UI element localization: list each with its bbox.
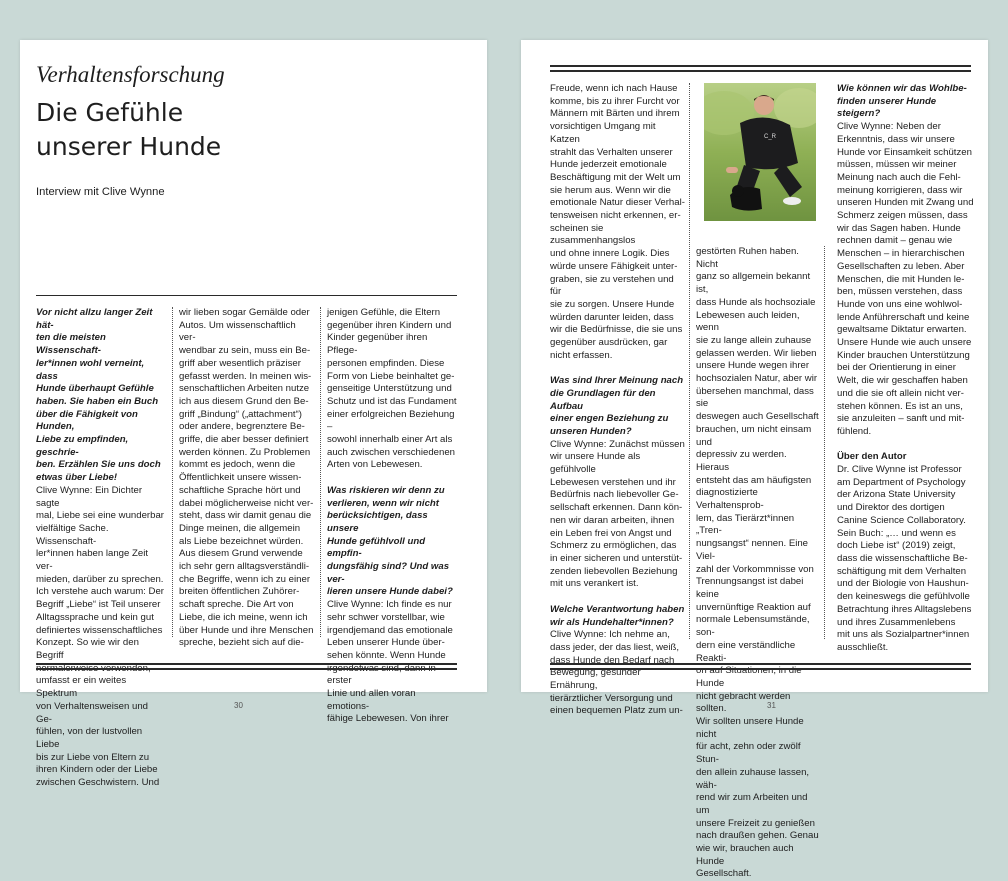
answer-line: Beschäftigung mit der Welt um — [550, 171, 681, 183]
question-line: Hunde gefühlvoll und empfin- — [327, 535, 426, 560]
answer-line: Lebewesen auch leiden, wenn — [696, 309, 800, 334]
column-divider — [689, 83, 690, 639]
answer-line: entsteht das am häufigsten — [696, 474, 812, 486]
answer-line: Betrachtung ihres Alltagslebens — [837, 603, 972, 615]
answer-line: zahl der Vorkommnisse von — [696, 563, 814, 575]
question-line: die Grundlagen für den Aufbau — [550, 387, 656, 412]
answer-line: dabei möglicherweise nicht ver- — [179, 497, 314, 509]
answer-line: gegenüber ihren Kindern und — [327, 319, 452, 331]
question-line: haben. Sie haben ein Buch — [36, 395, 159, 407]
answer-line: tierärztlicher Versorgung und — [550, 692, 673, 704]
answer-line: stehen können. Es ist an uns, — [837, 400, 963, 412]
answer-line: unsere Freizeit zu genießen — [696, 817, 815, 829]
answer-line: depressiv zu werden. Hieraus — [696, 449, 787, 473]
question-line: dungsfähig sind? Und was ver- — [327, 561, 450, 585]
paragraph-gap — [550, 591, 685, 604]
left-page — [20, 40, 487, 789]
answer-line: Gesellschaften zu leben. Aber — [837, 260, 965, 272]
top-double-rule — [550, 65, 971, 72]
right-page — [521, 40, 988, 880]
answer-line: gestörten Ruhen haben. Nicht — [696, 246, 799, 270]
answer-line: als Liebe bezeichnet würden. — [179, 535, 304, 547]
answer-line: ihren Kindern oder der Liebe — [36, 764, 158, 776]
answer-line: und die sie oft allein nicht ver- — [837, 387, 964, 399]
answer-line: spreche, bezieht sich auf die- — [179, 637, 304, 649]
answer-line: Begriff „Liebe“ ist Teil unserer — [36, 599, 161, 611]
answer-line: hochsozialen Natur, aber wir — [696, 373, 818, 385]
answer-line: sehr schwer vorstellbar, wie — [327, 611, 445, 623]
answer-line: einer erfolgreichen Beziehung – — [327, 408, 455, 433]
answer-line: würden darunter leiden, dass — [550, 311, 674, 323]
answer-line: Hunde von uns eine wohlwol- — [837, 298, 963, 310]
answer-line: der Arizona State University — [837, 489, 956, 501]
answer-line: sie herum aus. Wenn wir die — [550, 184, 671, 196]
answer-line: übersehen manchmal, dass sie — [696, 385, 814, 410]
question-line: Was sind Ihrer Meinung nach — [550, 375, 684, 387]
answer-line: normale Lebensumstände, son- — [696, 614, 810, 639]
answer-line: Schutz und ist das Fundament — [327, 395, 457, 407]
answer-line: einen bequemen Platz zum un- — [550, 705, 683, 717]
answer-line: ganz so allgemein bekannt ist, — [696, 271, 811, 296]
answer-line: personen empfinden. Diese — [327, 357, 445, 369]
question-line: wir als Hundehalter*innen? — [550, 616, 674, 628]
article-subline: Interview mit Clive Wynne — [36, 186, 165, 198]
answer-line: on auf Situationen, in die Hunde — [696, 665, 802, 689]
answer-line: Männern mit Bärten und ihrem — [550, 108, 680, 120]
answer-line: würde unsere Fähigkeit unter- — [550, 260, 678, 272]
photo-illustration — [704, 83, 816, 221]
question-line: Wie können wir das Wohlbe- — [837, 83, 967, 94]
question-line: ben. Erzählen Sie uns doch — [36, 459, 161, 471]
answer-line: dass die wissenschaftliche Be- — [837, 553, 968, 564]
question-line: Was riskieren wir denn zu — [327, 484, 445, 496]
answer-line: den keineswegs die gefühlvolle — [837, 591, 970, 603]
answer-line: Alltagssprache und kein gut — [36, 611, 154, 623]
answer-line: wir das Sagen haben. Hunde — [837, 222, 961, 234]
question-line: über die Fähigkeit von Hunden, — [36, 408, 138, 433]
answer-line: sie zu lange allein zuhause — [696, 334, 812, 346]
paragraph-gap — [327, 472, 460, 485]
answer-line: gefasst werden. In meinen wis- — [179, 370, 312, 382]
bottom-double-rule — [550, 663, 971, 670]
answer-line: wir die Bedürfnisse, die sie uns — [550, 324, 683, 336]
author-photo — [704, 83, 816, 221]
answer-line: Trennungsangst ist dabei keine — [696, 576, 804, 600]
answer-line: emotionale Natur dieser Verhal- — [550, 197, 685, 209]
answer-line: Lebewesen verstehen und ihr — [550, 476, 676, 488]
answer-line: lem, das Tierärzt*innen „Tren- — [696, 512, 795, 537]
answer-line: oder andere, begrenztere Be- — [179, 421, 305, 433]
answer-line: normalerweise verwenden, — [36, 662, 151, 674]
answer-line: lende Anführerschaft und keine — [837, 311, 970, 323]
answer-line: Form von Liebe beinhaltet ge- — [327, 370, 455, 382]
answer-line: steht, dass wir damit genau die — [179, 510, 312, 522]
answer-line: Kinder gegenüber ihren Pflege- — [327, 332, 428, 357]
answer-line: ich sehr gern alltagsverständli- — [179, 561, 310, 573]
question-line: einer engen Beziehung zu — [550, 413, 669, 425]
answer-line: Konzept. So wie wir den Begriff — [36, 637, 139, 661]
question-line: ler*innen wohl verneint, dass — [36, 357, 145, 382]
article-kicker: Verhaltensforschung — [36, 62, 225, 87]
answer-line: Aus diesem Grund verwende — [179, 548, 303, 560]
answer-line: dern eine verständliche Reakti- — [696, 639, 796, 664]
answer-line: rechnen damit – genau wie — [837, 235, 953, 247]
answer-line: irgendetwas sind, dann in erster — [327, 662, 436, 687]
answer-line: Meinung nach auch die Fehl- — [837, 171, 961, 183]
question-line: berücksichtigen, dass unsere — [327, 510, 428, 534]
answer-line: che Begriffe, wenn ich zu einer — [179, 573, 311, 585]
answer-line: gegenüber ausdrücken, gar — [550, 337, 668, 349]
answer-line: Clive Wynne: Neben der — [837, 121, 941, 133]
answer-line: unseren Hunden mit Zwang und — [837, 197, 974, 209]
answer-line: sehen könnte. Wenn Hunde — [327, 649, 446, 661]
column-divider — [824, 246, 825, 639]
answer-line: griffe, die aber besser definiert — [179, 434, 309, 446]
answer-line: fühlen, von der lustvollen Liebe — [36, 726, 143, 750]
answer-line: Kinder brauchen Unterstützung — [837, 349, 970, 361]
answer-line: sie anzuleiten – sanft und mit- — [837, 413, 965, 425]
answer-line: tensweisen nicht erkennen, er- — [550, 210, 681, 222]
answer-line: wir unsere Hunde als gefühlvolle — [550, 451, 641, 476]
answer-line: unsere Hunde wegen ihrer — [696, 360, 810, 372]
page-number: 30 — [234, 701, 243, 710]
answer-line: Canine Science Collaboratory. — [837, 514, 966, 526]
answer-line: ler*innen haben lange Zeit ver- — [36, 548, 149, 573]
answer-line: und ohne innere Logik. Dies — [550, 248, 670, 260]
question-line: Hunde überhaupt Gefühle — [36, 383, 154, 395]
paragraph-gap — [837, 439, 974, 452]
answer-line: unvernünftige Reaktion auf — [696, 601, 811, 613]
answer-line: fähige Lebewesen. Von ihrer — [327, 713, 449, 725]
answer-line: vielfältige Sache. Wissenschaft- — [36, 522, 109, 547]
page-number: 31 — [767, 701, 776, 710]
column-divider — [320, 307, 321, 637]
answer-line: Menschen, die mit Hunden le- — [837, 273, 965, 285]
answer-line: müssen, müssen wir meiner — [837, 159, 957, 171]
answer-line: Schmerz zeigen müssen, dass — [837, 210, 968, 222]
answer-line: Welt, die wir geschaffen haben — [837, 375, 968, 387]
answer-line: schäftigung mit dem Verhalten — [837, 565, 967, 577]
answer-line: bis zur Liebe von Eltern zu — [36, 751, 150, 763]
answer-line: sowohl innerhalb einer Art als — [327, 434, 453, 446]
answer-line: kommt es jedoch, wenn die — [179, 459, 296, 471]
question-line: lieren unsere Hunde dabei? — [327, 586, 453, 598]
answer-line: Clive Wynne: Zunächst müssen — [550, 438, 685, 450]
headline-line-2: unserer Hunde — [36, 132, 222, 161]
answer-line: Hunde vor Einsamkeit schützen — [837, 146, 972, 158]
question-line: Vor nicht allzu langer Zeit hät- — [36, 307, 153, 331]
answer-line: Clive Wynne: Ein Dichter sagte — [36, 484, 143, 509]
answer-line: Freude, wenn ich nach Hause — [550, 83, 678, 94]
answer-line: dass jeder, der das liest, weiß, — [550, 641, 680, 653]
answer-line: mit uns verankert ist. — [550, 578, 639, 590]
answer-line: mit uns als Sozialpartner*innen — [837, 629, 970, 641]
answer-line: Unsere Hunde wie auch unsere — [837, 337, 972, 349]
answer-line: den allein zuhause lassen, wäh- — [696, 766, 810, 791]
answer-line: ein Leben frei von Angst und — [550, 527, 672, 539]
answer-line: auch zwischen verschiedenen — [327, 446, 455, 458]
answer-line: genseitige Unterstützung und — [327, 383, 452, 395]
answer-line: jenigen Gefühle, die Eltern — [327, 307, 441, 318]
answer-line: ich aus diesem Grund den Be- — [179, 395, 309, 407]
answer-line: bei der Orientierung in einer — [837, 362, 956, 374]
answer-line: nicht gebracht werden sollten. — [696, 690, 791, 715]
answer-line: zenden liebevollen Beziehung — [550, 565, 678, 577]
answer-line: und Direktor des dortigen — [837, 502, 945, 514]
answer-line: ausschließt. — [837, 641, 889, 653]
answer-line: ben, müssen verstehen, dass — [837, 286, 963, 298]
answer-line: sellschaft erkennen. Dann kön- — [550, 502, 683, 514]
answer-line: Hunde jederzeit emotionale — [550, 159, 667, 171]
top-rule — [36, 295, 457, 296]
answer-line: Menschen – in hierarchischen — [837, 248, 965, 260]
answer-line: Clive Wynne: Ich finde es nur — [327, 599, 452, 611]
column-3 — [837, 83, 974, 655]
paragraph-gap — [550, 362, 685, 375]
answer-line: umfasst er ein weites Spektrum — [36, 675, 127, 700]
question-line: Liebe zu empfinden, geschrie- — [36, 434, 129, 458]
question-line: finden unserer Hunde steigern? — [837, 95, 937, 120]
answer-line: senschaftlichen Arbeiten nutze — [179, 383, 310, 395]
article-headline — [36, 96, 416, 164]
question-line: ten die meisten Wissenschaft- — [36, 332, 106, 357]
headline-line-1: Die Gefühle — [36, 98, 184, 127]
answer-line: über Hunde und ihre Menschen — [179, 624, 314, 636]
answer-line: definiertes wissenschaftliches — [36, 624, 163, 636]
answer-line: strahlt das Verhalten unserer — [550, 146, 673, 158]
answer-line: gewaltsame Diktatur erwarten. — [837, 324, 967, 336]
answer-line: nen wir daran arbeiten, ihnen — [550, 514, 675, 526]
answer-line: Erkenntnis, dass wir unsere — [837, 133, 955, 145]
answer-line: wendbar zu sein, muss ein Be- — [179, 345, 311, 357]
svg-text:C_R: C_R — [764, 134, 777, 140]
column-1 — [36, 307, 166, 790]
answer-line: brauchen, um nicht einsam und — [696, 423, 812, 448]
answer-line: deswegen auch Gesellschaft — [696, 411, 819, 423]
question-line: verlieren, wenn wir nicht — [327, 497, 439, 509]
answer-line: graben, sie zu verstehen und für — [550, 273, 674, 298]
answer-line: rend wir zum Arbeiten und um — [696, 792, 808, 816]
answer-line: mieden, darüber zu sprechen. — [36, 573, 164, 585]
answer-line: Bewegung, gesunder Ernährung, — [550, 667, 641, 692]
answer-line: Ich verstehe auch warum: Der — [36, 586, 164, 598]
answer-line: in einer sicheren und unterstüt- — [550, 553, 683, 564]
answer-line: doch Liebe ist“ (2019) zeigt, — [837, 540, 956, 552]
answer-line: Liebe, die ich meine, wenn ich — [179, 611, 308, 623]
answer-line: diagnostizierte Verhaltensprob- — [696, 487, 764, 512]
bottom-double-rule — [36, 663, 457, 670]
answer-line: schaftliche Sprache hört und — [179, 484, 301, 496]
answer-line: sie zu sorgen. Unsere Hunde — [550, 298, 675, 310]
answer-line: breiten öffentlichen Zuhörer- — [179, 586, 300, 598]
answer-line: meinung korrigieren, dass wir — [837, 184, 963, 196]
answer-line: von Verhaltensweisen und Ge- — [36, 700, 149, 725]
answer-line: wir lieben sogar Gemälde oder — [179, 307, 310, 318]
column-2 — [696, 246, 821, 881]
answer-line: vorsichtigen Umgang mit Katzen — [550, 121, 656, 145]
section-heading: Über den Autor — [837, 451, 907, 463]
answer-line: schaft spreche. Die Art von — [179, 599, 294, 611]
question-line: unseren Hunden? — [550, 425, 632, 437]
answer-line: werden können. Zu Problemen — [179, 446, 311, 458]
answer-line: fühlend. — [837, 425, 872, 437]
answer-line: Wir sollten unsere Hunde nicht — [696, 716, 804, 740]
answer-line: und der Biologie von Haushun- — [837, 578, 969, 590]
answer-line: Leben unserer Hunde über- — [327, 637, 445, 649]
answer-line: nungsangst“ nennen. Eine Viel- — [696, 538, 809, 562]
answer-line: Schmerz zu ermöglichen, das — [550, 540, 677, 552]
answer-line: Clive Wynne: Ich nehme an, — [550, 629, 670, 641]
answer-line: gelassen werden. Wir lieben — [696, 347, 817, 359]
answer-line: nach draußen gehen. Genau — [696, 830, 819, 842]
answer-line: griff aber wesentlich präziser — [179, 357, 301, 369]
question-line: etwas über Liebe! — [36, 472, 118, 484]
answer-line: am Department of Psychology — [837, 476, 966, 488]
answer-line: zwischen Geschwistern. Und — [36, 777, 160, 789]
answer-line: Linie und allen voran emotions- — [327, 688, 416, 712]
answer-line: Sein Buch: „… und wenn es — [837, 527, 956, 539]
answer-line: für acht, zehn oder zwölf Stun- — [696, 741, 801, 766]
answer-line: Gesellschaft. — [696, 868, 752, 880]
answer-line: Dinge meinen, die allgemein — [179, 522, 301, 534]
answer-line: griff „Bindung“ („attachment“) — [179, 408, 302, 420]
answer-line: Dr. Clive Wynne ist Professor — [837, 464, 962, 476]
answer-line: dass Hunde als hochsoziale — [696, 296, 816, 308]
answer-line: dass Hunde den Bedarf nach — [550, 654, 675, 666]
answer-line: Autos. Um wissenschaftlich ver- — [179, 319, 296, 344]
answer-line: Arten von Lebewesen. — [327, 459, 423, 471]
answer-line: und ihres Zusammenlebens — [837, 616, 956, 628]
answer-line: scheinen sie zusammenhangslos — [550, 222, 636, 247]
answer-line: komme, bis zu ihrer Furcht vor — [550, 95, 680, 107]
answer-line: irgendjemand das emotionale — [327, 624, 453, 636]
answer-line: mal, Liebe sei eine wunderbar — [36, 510, 164, 522]
answer-line: Bedürfnis nach liebevoller Ge- — [550, 489, 679, 501]
column-divider — [172, 307, 173, 637]
answer-line: nicht erfassen. — [550, 349, 613, 361]
question-line: Welche Verantwortung haben — [550, 603, 685, 615]
answer-line: wie wir, brauchen auch Hunde — [696, 843, 794, 867]
column-1 — [550, 83, 685, 718]
column-2 — [179, 307, 314, 650]
answer-line: Öffentlichkeit unsere wissen- — [179, 472, 302, 484]
